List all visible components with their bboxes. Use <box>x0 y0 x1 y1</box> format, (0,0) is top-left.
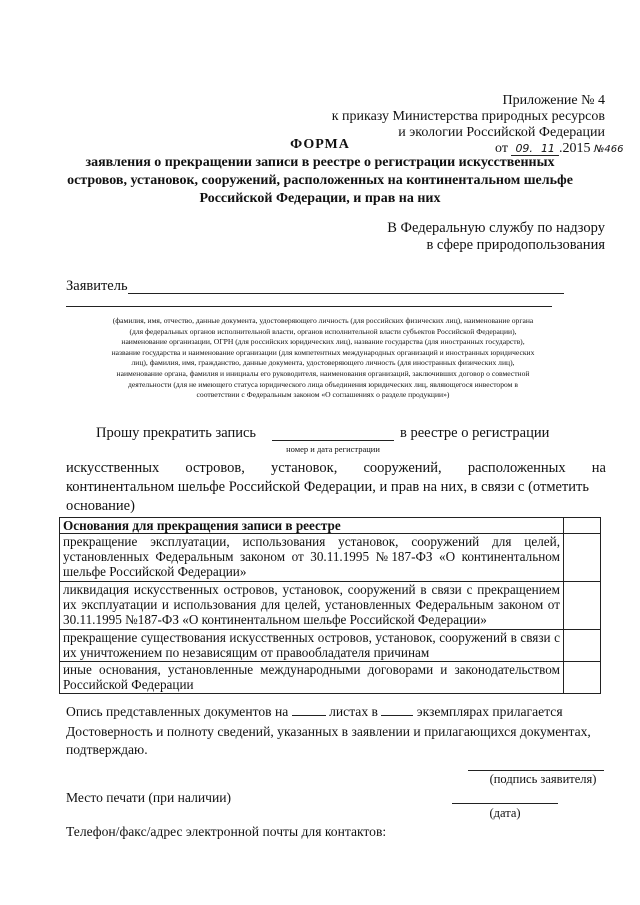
ground-checkbox[interactable] <box>564 582 601 630</box>
applicant-hint-line: (фамилия, имя, отчество, данные документа, удостоверяющего личность (для российских физических лиц), наименование органа <box>112 316 534 325</box>
date-field[interactable] <box>452 803 558 804</box>
ground-checkbox[interactable] <box>564 630 601 662</box>
applicant-hint-line: соответствии с Федеральным законом «О соглашениях о разделе продукции») <box>196 390 450 400</box>
registration-field-caption: номер и дата регистрации <box>286 444 380 454</box>
applicant-hint-line: наименование организации, ОГРН (для российских юридических лиц), название государства (для иностранных государств), <box>121 337 525 347</box>
date-year: .2015 <box>558 141 591 156</box>
form-subtitle-line1: заявления о прекращении записи в реестре о регистрации искусственных <box>85 155 555 170</box>
applicant-field-line2[interactable] <box>66 306 552 307</box>
table-row <box>60 582 601 630</box>
form-subtitle-line2: островов, установок, сооружений, расположенных на континентальном шельфе <box>67 173 573 188</box>
request-suffix: в реестре о регистрации <box>400 425 550 441</box>
table-row <box>60 662 601 694</box>
applicant-hint-line: название государства и наименование организации (для компетентных международных организаций и иностранных юридических <box>111 347 535 357</box>
appendix-number: Приложение № 4 <box>502 93 605 108</box>
ground-text: ликвидация искусственных островов, установок, сооружений в связи с прекращением их эксплуатации и использования для целей, установленных Федеральным законом от 30.11.1995 №187-ФЗ «О континентальном шельфе Российской Федерации» <box>60 582 564 630</box>
copies-count-field[interactable] <box>381 715 413 716</box>
certify-line2: подтверждаю. <box>66 742 148 757</box>
ground-checkbox[interactable] <box>564 534 601 582</box>
applicant-hint <box>40 316 606 401</box>
form-title: ФОРМА <box>290 137 350 152</box>
request-prefix: Прошу прекратить запись <box>96 425 257 441</box>
grounds-header-cell: Основания для прекращения записи в реестре <box>60 518 564 534</box>
date-month-handwritten: 11 <box>537 142 559 156</box>
table-row <box>60 534 601 582</box>
applicant-label: Заявитель <box>66 278 128 294</box>
inventory-part2: листах в <box>329 704 378 719</box>
request-line3: континентальном шельфе Российской Федерации, и прав на них, в связи с (отметить <box>66 479 589 495</box>
date-day-handwritten: 09. <box>511 142 537 156</box>
appendix-order-line1: к приказу Министерства природных ресурсов <box>331 109 605 124</box>
contacts-label: Телефон/факс/адрес электронной почты для контактов: <box>66 824 387 839</box>
table-row <box>60 630 601 662</box>
grounds-table-header <box>60 518 601 534</box>
ground-text: прекращение эксплуатации, использования установок, сооружений для целей, установленных Федеральным законом от 30.11.1995 №187-ФЗ «О континентальном шельфе Российской Федерации» <box>60 534 564 582</box>
order-number-handwritten: №466 <box>593 144 624 155</box>
ground-text: иные основания, установленные международными договорами и законодательством Российской Федерации <box>60 662 564 694</box>
registration-number-field[interactable] <box>272 440 394 441</box>
addressee-line1: В Федеральную службу по надзору <box>387 220 605 236</box>
signature-field[interactable] <box>468 770 604 771</box>
sheets-count-field[interactable] <box>292 715 326 716</box>
grounds-table <box>59 517 601 694</box>
applicant-hint-line: наименование органа, фамилия и инициалы его руководителя, наименования организаций, заключивших договор о совместной <box>116 368 530 378</box>
ground-checkbox[interactable] <box>564 662 601 694</box>
applicant-hint-line: деятельности (для не имеющего статуса юридического лица объединения юридических лиц, являющегося инвестором в <box>128 379 518 389</box>
seal-label: Место печати (при наличии) <box>66 790 232 805</box>
request-line4: основание) <box>66 498 135 514</box>
date-prefix: от <box>495 141 508 156</box>
inventory-line <box>66 704 563 720</box>
grounds-header-box <box>564 518 601 534</box>
inventory-part1: Опись представленных документов на <box>66 704 289 719</box>
signature-caption: (подпись заявителя) <box>489 772 597 786</box>
certify-line1: Достоверность и полноту сведений, указанных в заявлении и прилагающихся документах, <box>66 724 591 739</box>
addressee-line2: в сфере природопользования <box>426 237 605 253</box>
date-caption: (дата) <box>489 806 521 820</box>
applicant-field-line1[interactable] <box>128 293 564 294</box>
appendix-order-line2: и экологии Российской Федерации <box>398 125 605 140</box>
ground-text: прекращение существования искусственных островов, установок, сооружений в связи с их уничтожением по независящим от правообладателя причинам <box>60 630 564 662</box>
applicant-hint-line: (для федеральных органов исполнительной власти, органов исполнительной власти субъектов Российской Федерации), <box>129 326 517 336</box>
applicant-hint-line: лиц), фамилия, имя, гражданство, данные документа, удостоверяющего личность (для иностранных физических лиц), <box>131 358 515 368</box>
request-line2: искусственных островов, установок, сооружений, расположенных на <box>66 460 606 476</box>
inventory-part3: экземплярах прилагается <box>416 704 563 719</box>
form-subtitle-line3: Российской Федерации, и прав на них <box>199 191 441 206</box>
